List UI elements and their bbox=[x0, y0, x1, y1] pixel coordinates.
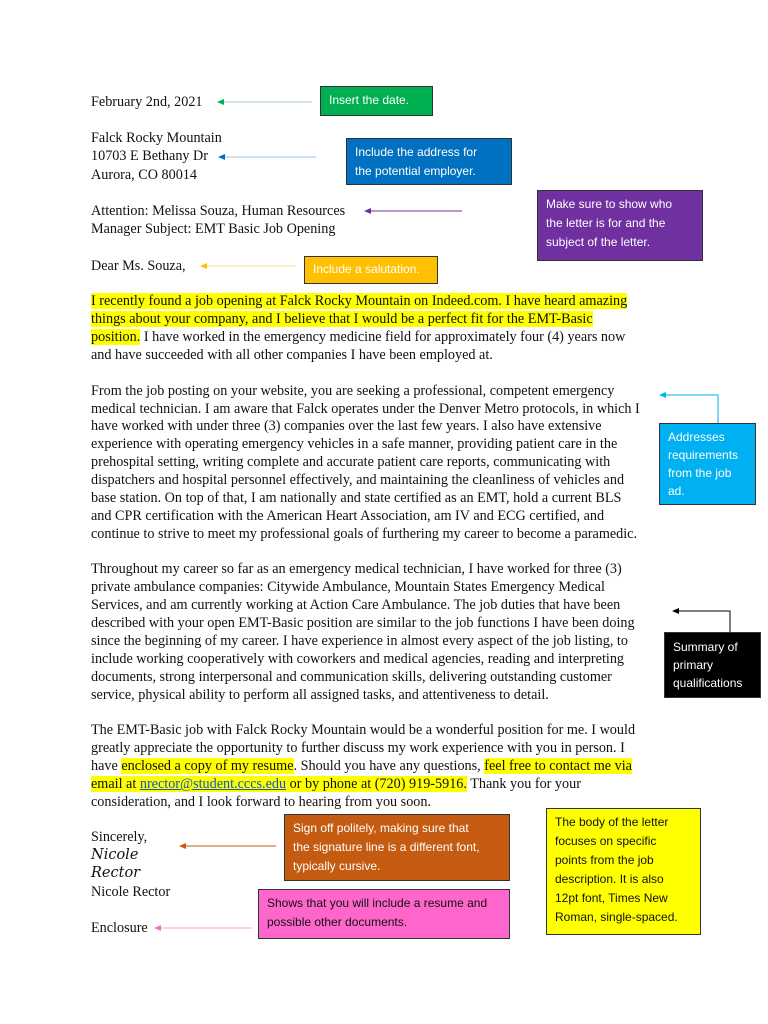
salutation: Dear Ms. Souza, bbox=[91, 258, 186, 274]
enclosure: Enclosure bbox=[91, 920, 148, 936]
p1-line-4: and have succeeded with all other companies I have been employed at. bbox=[91, 347, 493, 363]
p3-line: Services, and am currently working at Action Care Ambulance. The job duties that have been bbox=[91, 597, 621, 613]
arrow-enclosure-icon bbox=[154, 925, 252, 931]
note-salutation: Include a salutation. bbox=[304, 256, 438, 284]
p2-line: continue to strive to meet my professional goals of furthering my career to become a paramedic. bbox=[91, 526, 638, 542]
arrow-requirements-icon bbox=[659, 392, 718, 423]
note-date: Insert the date. bbox=[320, 86, 433, 116]
arrow-attention-icon bbox=[364, 208, 462, 214]
arrow-salutation-icon bbox=[200, 263, 296, 269]
note-signoff: Sign off politely, making sure that the signature line is a different font, typically cursive. bbox=[284, 814, 510, 881]
p4-line-1: The EMT-Basic job with Falck Rocky Mountain would be a wonderful position for me. I would bbox=[91, 722, 636, 738]
note-address: Include the address for the potential employer. bbox=[346, 138, 512, 185]
note-enclosure: Shows that you will include a resume and possible other documents. bbox=[258, 889, 510, 939]
attention-line-1: Attention: Melissa Souza, Human Resources bbox=[91, 203, 346, 219]
p2-line: base station. On top of that, I am nationally and state certified as an EMT, hold a current BLS bbox=[91, 490, 622, 506]
note-body: The body of the letter focuses on specific points from the job description. It is also 12pt font, Times New Roman, single-spaced. bbox=[546, 808, 701, 935]
p2-line: experience with operating emergency vehicles in a safe manner, providing patient care in the bbox=[91, 436, 618, 452]
letter-date: February 2nd, 2021 bbox=[91, 94, 203, 110]
arrow-summary-icon bbox=[672, 608, 730, 632]
arrow-address-icon bbox=[218, 154, 316, 160]
p4-line-3: have enclosed a copy of my resume. Should you have any questions, feel free to contact me via bbox=[91, 758, 632, 774]
note-summary: Summary of primary qualifications bbox=[664, 632, 761, 698]
address-line-1: Falck Rocky Mountain bbox=[91, 130, 222, 146]
address-line-3: Aurora, CO 80014 bbox=[91, 167, 197, 183]
address-line-2: 10703 E Bethany Dr bbox=[91, 148, 209, 164]
p1-line-2: things about your company, and I believe that I would be a perfect fit for the EMT-Basic bbox=[91, 311, 593, 327]
p3-line: private ambulance companies: Citywide Ambulance, Mountain States Emergency Medical bbox=[91, 579, 605, 595]
p1-line-3: position. I have worked in the emergency medicine field for approximately four (4) years now bbox=[91, 329, 626, 345]
note-attention: Make sure to show who the letter is for and the subject of the letter. bbox=[537, 190, 703, 261]
p4-line-4: email at nrector@student.cccs.edu or by phone at (720) 919-5916. Thank you for your bbox=[91, 776, 581, 792]
p3-line: service, physical ability to perform all assigned tasks, and attentiveness to detail. bbox=[91, 687, 549, 703]
note-requirements: Addresses requirements from the job ad. bbox=[659, 423, 756, 505]
p2-line: have worked with under three (3) companies over the last few years. I also have extensive bbox=[91, 418, 602, 434]
p2-line: medical technician. I am aware that Falck operates under the Denver Metro protocols, in which I bbox=[91, 401, 640, 417]
p3-line: documents, strong interpersonal and communication skills, delivering outstanding customer bbox=[91, 669, 612, 685]
arrow-date-icon bbox=[217, 99, 312, 105]
signature-line-1: Nicole bbox=[91, 847, 139, 863]
attention-line-2: Manager Subject: EMT Basic Job Opening bbox=[91, 221, 336, 237]
p2-line: From the job posting on your website, you are seeking a professional, competent emergency bbox=[91, 383, 615, 399]
p4-line-2: greatly appreciate the opportunity to further discuss my work experience with you in person. I bbox=[91, 740, 625, 756]
p2-line: and CPR certification with the American Heart Association, am IV and ECG certified, and bbox=[91, 508, 605, 524]
printed-name: Nicole Rector bbox=[91, 884, 171, 900]
email-link[interactable]: nrector@student.cccs.edu bbox=[139, 776, 287, 792]
p3-line: described with your open EMT-Basic position are similar to the job functions I have been doing bbox=[91, 615, 635, 631]
closing: Sincerely, bbox=[91, 829, 148, 845]
p3-line: since the beginning of my career. I have experience in almost every aspect of the job listing, to bbox=[91, 633, 628, 649]
p3-line: include working cooperatively with coworkers and medical agencies, reading and interpreting bbox=[91, 651, 625, 667]
p3-line: Throughout my career so far as an emergency medical technician, I have worked for three (3) bbox=[91, 561, 622, 577]
p2-line: prehospital setting, writing complete and accurate patient care reports, communicating with bbox=[91, 454, 611, 470]
p2-line: dispatchers and hospital personnel effectively, and maintaining the cleanliness of vehicles and bbox=[91, 472, 625, 488]
arrow-signoff-icon bbox=[179, 843, 276, 849]
p4-line-5: consideration, and I look forward to hearing from you soon. bbox=[91, 794, 432, 810]
signature-line-2: Rector bbox=[91, 865, 141, 881]
p1-line-1: I recently found a job opening at Falck Rocky Mountain on Indeed.com. I have heard amazing bbox=[91, 293, 628, 309]
